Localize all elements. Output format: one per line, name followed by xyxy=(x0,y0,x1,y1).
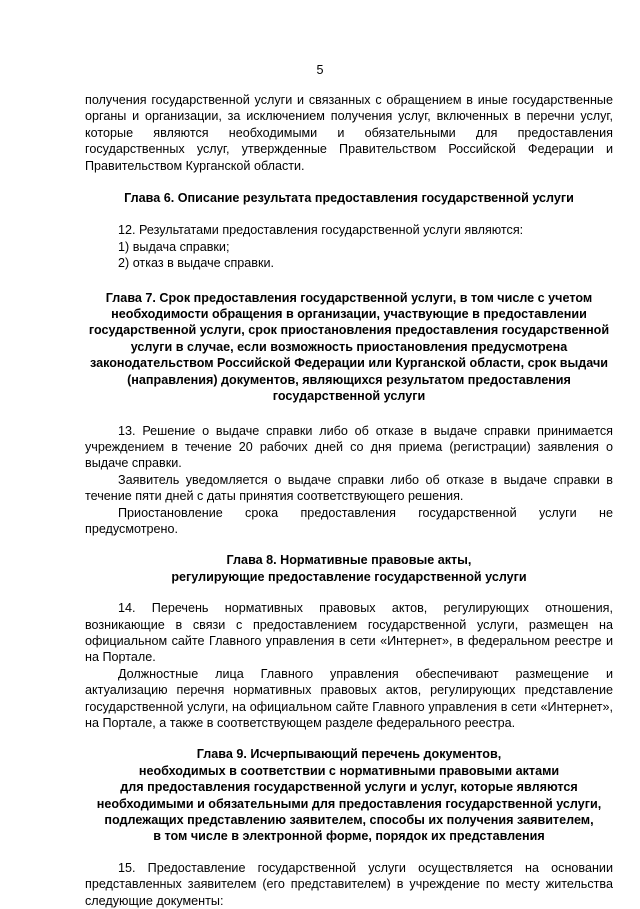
paragraph-13-notification: Заявитель уведомляется о выдаче справки либо об отказе в выдаче справки в течение пяти дней с даты принятия соответствующего решения. xyxy=(85,472,613,504)
page-content xyxy=(85,92,613,909)
paragraph-12-item-2: 2) отказ в выдаче справки. xyxy=(118,256,275,271)
chapter-9-title-line-2: необходимых в соответствии с нормативными правовыми актами xyxy=(138,763,560,778)
paragraph-12: 12. Результатами предоставления государственной услуги являются: xyxy=(118,223,524,238)
chapter-9-title-line-6: в том числе в электронной форме, порядок их представления xyxy=(153,829,545,844)
paragraph-15: 15. Предоставление государственной услуги осуществляется на основании представленных заявителем (его представителем) в учреждение по месту жительства следующие документы: xyxy=(85,860,613,908)
chapter-6-title: Глава 6. Описание результата предоставления государственной услуги xyxy=(124,191,574,206)
paragraph-14-officials: Должностные лица Главного управления обеспечивают размещение и актуализацию перечня нормативных правовых актов, регулирующих представление государственной услуги, на официальном сайте Главного управления в сети «Интернет», на Портале, а также в соответствующем разделе федерального реестра. xyxy=(85,666,613,730)
paragraph-13-suspension: Приостановление срока предоставления государственной услуги не предусмотрено. xyxy=(85,505,613,536)
chapter-9-title-line-1: Глава 9. Исчерпывающий перечень документов, xyxy=(196,747,502,762)
paragraph-12-item-1: 1) выдача справки; xyxy=(118,239,230,254)
intro-paragraph: получения государственной услуги и связанных с обращением в иные государственные органы и организации, за исключением получения услуг, включенных в перечни услуг, которые являются необходимыми и обязательными для предоставления государственных услуг, утвержденные Правительством Российской Федерации и Правительством Курганской области. xyxy=(85,93,613,173)
chapter-9-title-line-5: подлежащих представлению заявителем, способы их получения заявителем, xyxy=(104,813,594,828)
paragraph-13: 13. Решение о выдаче справки либо об отказе в выдаче справки принимается учреждением в течение 20 рабочих дней со дня приема (регистрации) заявления о выдаче справки. xyxy=(85,423,613,471)
chapter-9-title-line-3: для предоставления государственной услуги и услуг, которые являются xyxy=(120,780,578,795)
chapter-8-title-line-1: Глава 8. Нормативные правовые акты, xyxy=(226,553,472,568)
chapter-7-title: Глава 7. Срок предоставления государственной услуги, в том числе с учетом необходимости обращения в организации, участвующие в предоставлении государственной услуги, срок приостановления предоставления государственной услуги в случае, если возможность приостановления предусмотрена законодательством Российской Федерации или Курганской области, срок выдачи (направления) документов, являющихся результатом предоставления государственной услуги xyxy=(88,290,610,404)
chapter-8-title-line-2: регулирующие предоставление государственной услуги xyxy=(171,569,527,584)
chapter-9-title-line-4: необходимыми и обязательными для предоставления государственной услуги, xyxy=(96,796,602,811)
page-number: 5 xyxy=(316,63,324,77)
paragraph-14: 14. Перечень нормативных правовых актов, регулирующих отношения, возникающие в связи с предоставлением государственной услуги, размещен на официальном сайте Главного управления в сети «Интернет», в федеральном реестре и на Портале. xyxy=(85,601,613,665)
